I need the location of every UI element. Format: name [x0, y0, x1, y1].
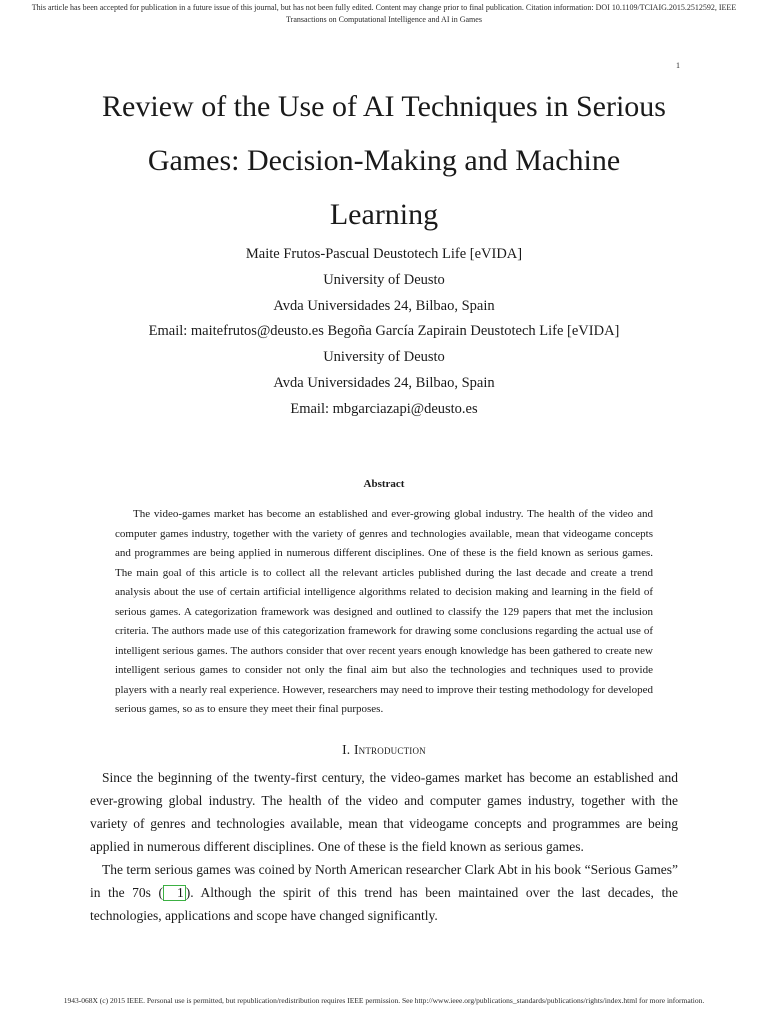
citation-link[interactable]: 1 — [163, 885, 186, 901]
author-line: Email: mbgarciazapi@deusto.es — [290, 400, 478, 417]
intro-paragraph-1: Since the beginning of the twenty-first century, the video-games market has become an established and ever-growing global industry. The health of the video and computer games industry, together with the variety of genres and technologies available, mean that videogame concepts and programmes are being applied in numerous different disciplines. One of these is the field known as serious games. — [90, 770, 678, 854]
abstract-heading: Abstract — [363, 478, 405, 490]
section-numeral: I. — [342, 742, 351, 757]
abstract-text: The video-games market has become an established and ever-growing global industry. The health of the video and computer games industry, together with the variety of genres and technologies available, mean that videogame concepts and programmes are being applied in numerous different disciplines. One of these is the field known as serious games. The main goal of this article is to collect all the relevant articles published during the last decade and create a trend analysis about the use of certain artificial intelligence algorithms related to decision making and learning in the field of serious games. A categorization framework was designed and outlined to classify the 129 papers that met the inclusion criteria. The authors made use of this categorization framework for drawing some conclusions regarding the actual use of intelligent serious games. The authors consider that over recent years enough knowledge has been gathered to create new intelligent serious games to consider not only the final aim but also the technologies and techniques used to provide players with a nearly real experience. However, researchers may need to improve their testing methodology for developed serious games, so as to ensure they meet their final purposes. — [115, 508, 653, 715]
paper-title-line-2: Games: Decision-Making and Machine — [147, 144, 621, 177]
paper-title — [60, 80, 708, 242]
intro-paragraph-2-end: ). Although the spirit of this trend has been maintained over the last decades, the technologies, applications and scope have changed significantly. — [90, 885, 678, 923]
publication-notice — [10, 2, 758, 25]
author-line: Avda Universidades 24, Bilbao, Spain — [273, 374, 495, 391]
author-line: Avda Universidades 24, Bilbao, Spain — [273, 297, 495, 314]
section-heading-introduction — [0, 742, 768, 758]
section-title: Introduction — [353, 742, 426, 757]
intro-paragraph-2-start: The term serious games was coined by North American researcher Clark Abt in his book “Serious Games” in the 70s ( — [90, 862, 678, 900]
author-block — [40, 242, 728, 423]
author-line: University of Deusto — [323, 349, 445, 366]
publication-notice-line-2: Transactions on Computational Intelligence and AI in Games — [286, 14, 482, 24]
paper-title-line-1: Review of the Use of AI Techniques in Serious — [102, 90, 666, 123]
introduction-body — [90, 766, 678, 927]
copyright-footer: 1943-068X (c) 2015 IEEE. Personal use is permitted, but republication/redistribution requires IEEE permission. See http://www.ieee.org/publications_standards/publications/rights/index.html for more information. — [63, 996, 705, 1005]
author-line: Maite Frutos-Pascual Deustotech Life [eVIDA] — [245, 246, 523, 262]
author-line: University of Deusto — [323, 271, 445, 288]
intro-paragraph-2 — [90, 858, 678, 927]
publication-notice-line-1: This article has been accepted for publication in a future issue of this journal, but has not been fully edited. Content may change prior to final publication. Citation information: DOI 10.1109/TCIAIG.2015.2512592, IEEE — [31, 3, 737, 12]
page-number: 1 — [676, 61, 680, 70]
author-line: Email: maitefrutos@deusto.es Begoña García Zapirain Deustotech Life [eVIDA] — [148, 323, 620, 340]
paper-title-line-3: Learning — [329, 198, 439, 231]
